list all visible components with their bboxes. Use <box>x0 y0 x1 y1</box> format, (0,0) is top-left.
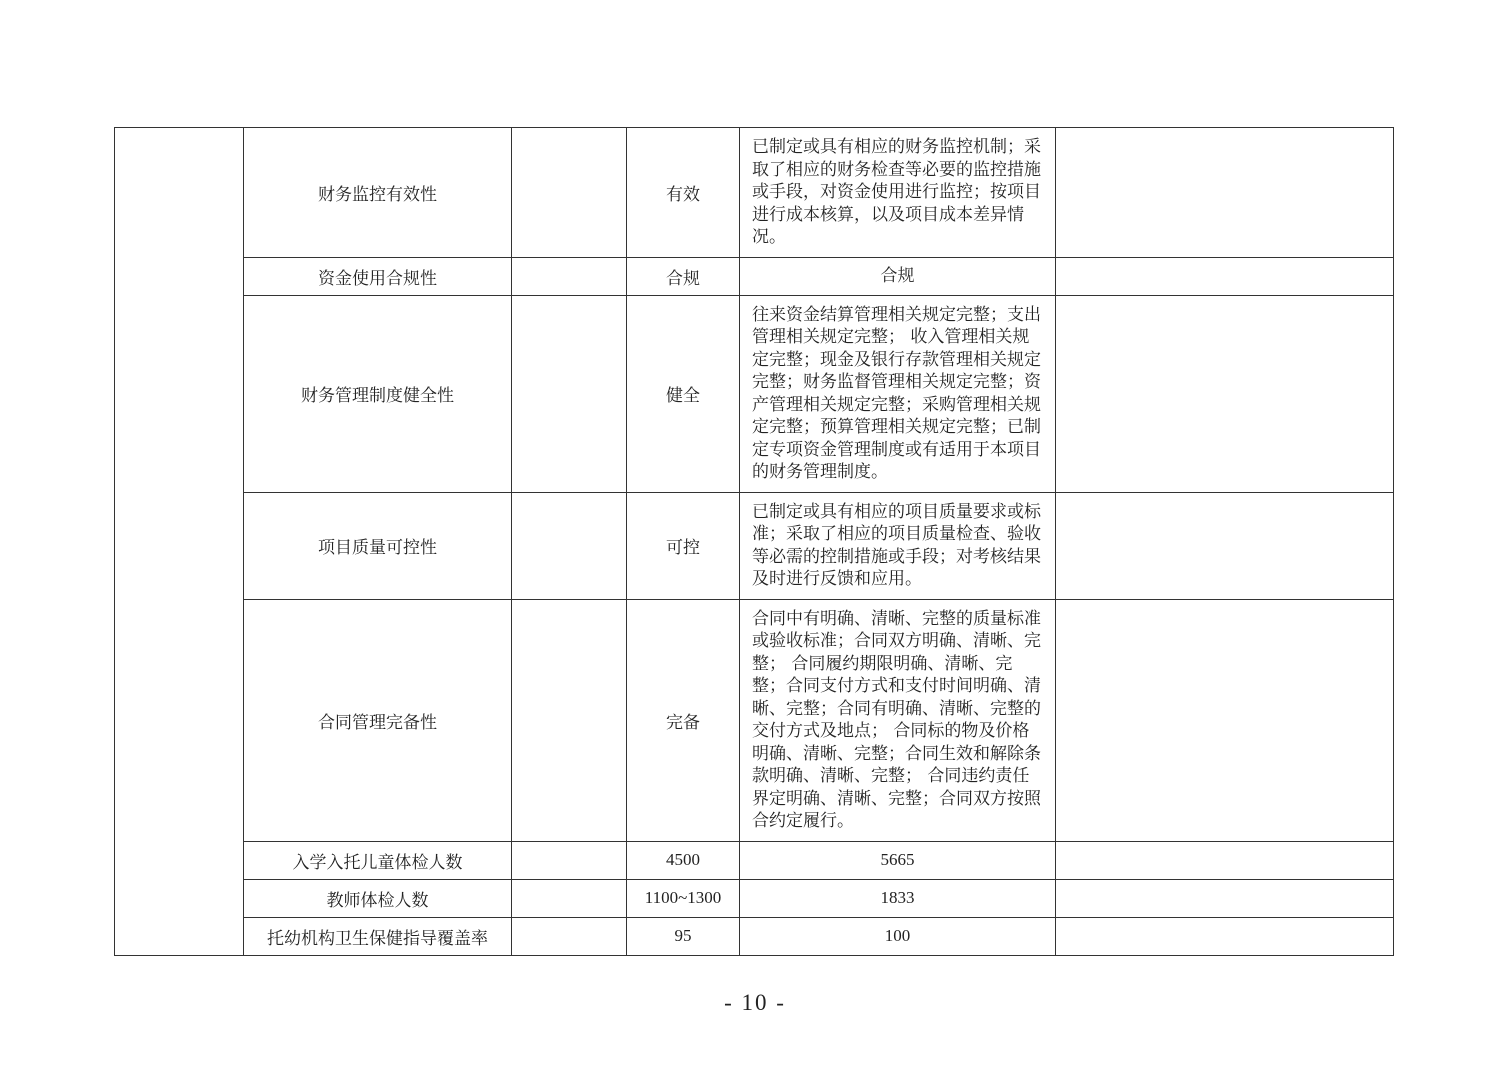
actual-value-cell: 已制定或具有相应的项目质量要求或标准；采取了相应的项目质量检查、验收等必需的控制措施或手段；对考核结果及时进行反馈和应用。 <box>740 492 1056 599</box>
actual-value-cell: 合规 <box>740 257 1056 295</box>
table-row <box>115 257 1394 295</box>
indicator-cell: 教师体检人数 <box>244 879 512 917</box>
category-cell <box>115 128 244 956</box>
actual-value-cell: 5665 <box>740 841 1056 879</box>
remark-cell <box>1056 295 1394 492</box>
indicator-cell: 财务管理制度健全性 <box>244 295 512 492</box>
remark-cell <box>1056 841 1394 879</box>
target-value-cell: 合规 <box>627 257 740 295</box>
actual-value-cell: 合同中有明确、清晰、完整的质量标准或验收标准；合同双方明确、清晰、完整； 合同履约期限明确、清晰、完整；合同支付方式和支付时间明确、清晰、完整；合同有明确、清晰、完整的交付方式及地点； 合同标的物及价格明确、清晰、完整；合同生效和解除条款明确、清晰、完整； 合同违约责任界定明确、清晰、完整；合同双方按照合约定履行。 <box>740 599 1056 841</box>
empty-cell <box>512 492 627 599</box>
indicator-cell: 托幼机构卫生保健指导覆盖率 <box>244 917 512 955</box>
target-value-cell: 有效 <box>627 128 740 258</box>
remark-cell <box>1056 879 1394 917</box>
target-value-cell: 健全 <box>627 295 740 492</box>
empty-cell <box>512 879 627 917</box>
remark-cell <box>1056 917 1394 955</box>
actual-value-cell: 100 <box>740 917 1056 955</box>
empty-cell <box>512 128 627 258</box>
table-row <box>115 879 1394 917</box>
indicator-cell: 入学入托儿童体检人数 <box>244 841 512 879</box>
page-number: - 10 - <box>724 990 786 1015</box>
target-value-cell: 可控 <box>627 492 740 599</box>
remark-cell <box>1056 599 1394 841</box>
indicator-cell: 项目质量可控性 <box>244 492 512 599</box>
target-value-cell: 4500 <box>627 841 740 879</box>
remark-cell <box>1056 128 1394 258</box>
table-row <box>115 917 1394 955</box>
target-value-cell: 95 <box>627 917 740 955</box>
performance-indicator-table <box>114 127 1394 956</box>
target-value-cell: 1100~1300 <box>627 879 740 917</box>
actual-value-cell: 1833 <box>740 879 1056 917</box>
remark-cell <box>1056 492 1394 599</box>
empty-cell <box>512 841 627 879</box>
table-row <box>115 492 1394 599</box>
indicator-cell: 合同管理完备性 <box>244 599 512 841</box>
table-row <box>115 599 1394 841</box>
indicator-cell: 财务监控有效性 <box>244 128 512 258</box>
empty-cell <box>512 599 627 841</box>
actual-value-cell: 已制定或具有相应的财务监控机制；采取了相应的财务检查等必要的监控措施或手段，对资金使用进行监控；按项目进行成本核算，以及项目成本差异情况。 <box>740 128 1056 258</box>
table-row <box>115 841 1394 879</box>
empty-cell <box>512 917 627 955</box>
target-value-cell: 完备 <box>627 599 740 841</box>
table-row <box>115 295 1394 492</box>
table-row <box>115 128 1394 258</box>
indicator-cell: 资金使用合规性 <box>244 257 512 295</box>
remark-cell <box>1056 257 1394 295</box>
empty-cell <box>512 295 627 492</box>
empty-cell <box>512 257 627 295</box>
actual-value-cell: 往来资金结算管理相关规定完整；支出管理相关规定完整； 收入管理相关规定完整；现金及银行存款管理相关规定完整；财务监督管理相关规定完整；资产管理相关规定完整；采购管理相关规定完整；预算管理相关规定完整；已制定专项资金管理制度或有适用于本项目的财务管理制度。 <box>740 295 1056 492</box>
